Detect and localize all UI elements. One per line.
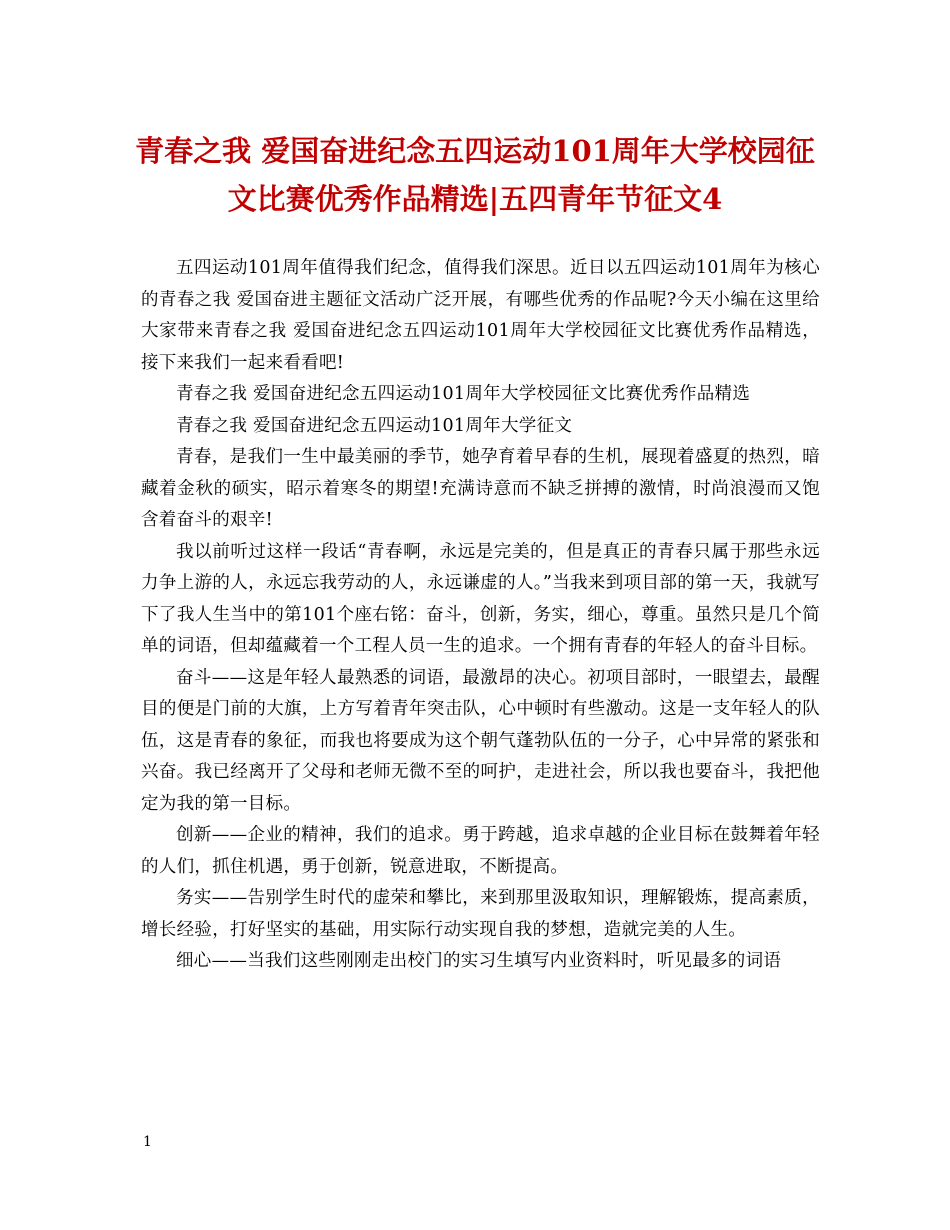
title-line-2: 文比赛优秀作品精选|五四青年节征文4 bbox=[227, 182, 723, 216]
body-paragraph: 创新——企业的精神，我们的追求。勇于跨越，追求卓越的企业目标在鼓舞着年轻的人们，抓住机遇，勇于创新，锐意进取，不断提高。 bbox=[141, 825, 820, 877]
body-paragraph: 青春，是我们一生中最美丽的季节，她孕育着早春的生机，展现着盛夏的热烈，暗藏着金秋的硕实，昭示着寒冬的期望!充满诗意而不缺乏拼搏的激情，时尚浪漫而又饱含着奋斗的艰辛! bbox=[141, 447, 820, 530]
body-paragraph: 奋斗——这是年轻人最熟悉的词语，最激昂的决心。初项目部时，一眼望去，最醒目的便是门前的大旗，上方写着青年突击队，心中顿时有些激动。这是一支年轻人的队伍，这是青春的象征，而我也将要成为这个朝气蓬勃队伍的一分子，心中异常的紧张和兴奋。我已经离开了父母和老师无微不至的呵护，走进社会，所以我也要奋斗，我把他定为我的第一目标。 bbox=[141, 667, 820, 814]
body-paragraph: 我以前听过这样一段话“青春啊，永远是完美的，但是真正的青春只属于那些永远力争上游的人，永远忘我劳动的人，永远谦虚的人。”当我来到项目部的第一天，我就写下了我人生当中的第101个座右铭：奋斗，创新，务实，细心，尊重。虽然只是几个简单的词语，但却蕴藏着一个工程人员一生的追求。一个拥有青春的年轻人的奋斗目标。 bbox=[141, 541, 820, 656]
subtitle-paragraph: 青春之我 爱国奋进纪念五四运动101周年大学校园征文比赛优秀作品精选 bbox=[176, 384, 751, 404]
essay-heading: 青春之我 爱国奋进纪念五四运动101周年大学征文 bbox=[176, 415, 573, 436]
body-paragraph: 细心——当我们这些刚刚走出校门的实习生填写内业资料时，听见最多的词语 bbox=[176, 951, 782, 971]
title-line-1: 青春之我 爱国奋进纪念五四运动101周年大学校园征 bbox=[135, 134, 815, 168]
body-paragraph: 务实——告别学生时代的虚荣和攀比，来到那里汲取知识，理解锻炼，提高素质，增长经验，打好坚实的基础，用实际行动实现自我的梦想，造就完美的人生。 bbox=[141, 888, 820, 940]
document-body bbox=[141, 253, 820, 978]
intro-paragraph: 五四运动101周年值得我们纪念，值得我们深思。近日以五四运动101周年为核心的青春之我 爱国奋进主题征文活动广泛开展，有哪些优秀的作品呢?今天小编在这里给大家带来青春之我 爱国奋进纪念五四运动101周年大学校园征文比赛优秀作品精选，接下来我们一起来看看吧! bbox=[141, 258, 820, 373]
document-title bbox=[100, 127, 850, 223]
page-number: 1 bbox=[143, 1134, 152, 1150]
